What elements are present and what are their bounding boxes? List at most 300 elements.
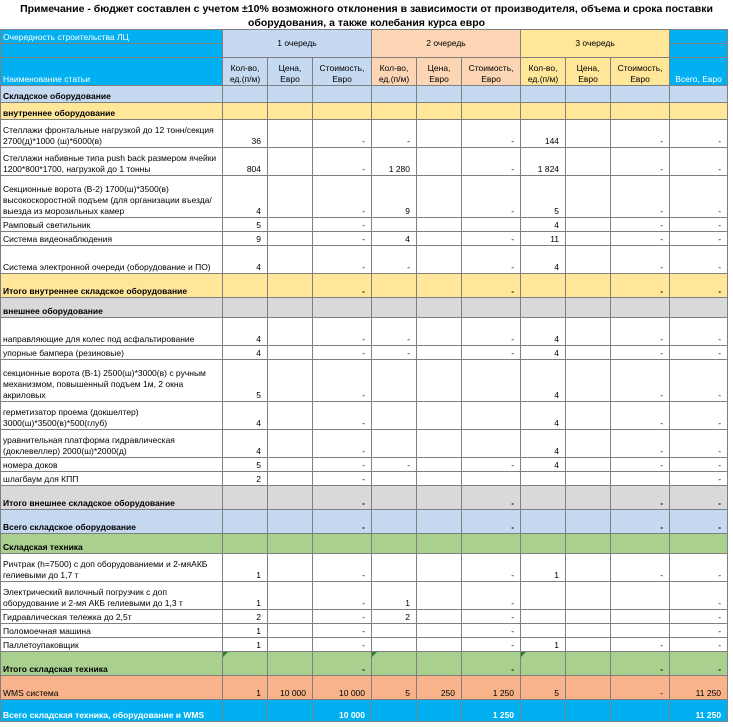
row-cell: 2 <box>223 472 268 486</box>
row-cell: 9 <box>372 176 417 218</box>
row-cell <box>417 554 462 582</box>
row-cell <box>417 360 462 402</box>
row-cell <box>268 458 313 472</box>
row-cell: - <box>462 510 521 534</box>
row-cell <box>268 402 313 430</box>
row-cell: 4 <box>521 246 566 274</box>
row-cell <box>566 534 611 554</box>
table-row <box>1 554 728 582</box>
row-cell: - <box>313 176 372 218</box>
row-cell <box>417 510 462 534</box>
name-header: Наименование статьи <box>1 58 223 86</box>
row-cell: - <box>313 638 372 652</box>
row-cell <box>223 534 268 554</box>
row-cell: 5 <box>223 458 268 472</box>
row-cell: - <box>313 624 372 638</box>
row-cell <box>417 458 462 472</box>
row-cell: 1 <box>372 582 417 610</box>
row-cell: 1 250 <box>462 700 521 722</box>
row-cell <box>670 103 728 120</box>
row-label: Стеллажи набивные типа push back размером ячейки 1200*800*1700, нагрузкой до 1 тонны <box>1 148 223 176</box>
row-cell <box>417 246 462 274</box>
row-cell <box>566 486 611 510</box>
row-cell: 4 <box>372 232 417 246</box>
row-cell: - <box>313 120 372 148</box>
row-cell: 4 <box>223 176 268 218</box>
table-row <box>1 86 728 103</box>
row-cell: - <box>313 486 372 510</box>
row-label: секционные ворота (В-1) 2500(ш)*3000(в) с ручным механизмом, повышенный подъем 1м, 2 окна акриловых <box>1 360 223 402</box>
row-cell: - <box>670 510 728 534</box>
row-cell: 5 <box>372 676 417 700</box>
row-cell <box>566 148 611 176</box>
row-cell: - <box>313 472 372 486</box>
row-cell: - <box>670 472 728 486</box>
row-cell <box>521 700 566 722</box>
row-cell: 4 <box>223 430 268 458</box>
header-spacer <box>1 44 223 58</box>
row-cell <box>417 582 462 610</box>
row-cell <box>223 298 268 318</box>
row-cell <box>566 103 611 120</box>
row-cell: 1 <box>223 624 268 638</box>
row-cell: 804 <box>223 148 268 176</box>
row-label: уравнительная платформа гидравлическая (доклевеллер) 2000(ш)*2000(д) <box>1 430 223 458</box>
row-cell <box>268 510 313 534</box>
row-cell <box>372 510 417 534</box>
row-label: Итого внешнее складское оборудование <box>1 486 223 510</box>
table-row <box>1 103 728 120</box>
row-cell: 5 <box>521 176 566 218</box>
row-label: Складская техника <box>1 534 223 554</box>
row-cell <box>521 652 566 676</box>
row-cell: - <box>313 582 372 610</box>
table-row <box>1 120 728 148</box>
row-cell <box>268 346 313 360</box>
row-cell: - <box>670 430 728 458</box>
row-cell: 1 <box>223 638 268 652</box>
row-cell <box>372 218 417 232</box>
row-cell <box>521 610 566 624</box>
table-row <box>1 510 728 534</box>
row-cell: - <box>670 274 728 298</box>
row-cell: - <box>462 624 521 638</box>
row-cell: - <box>611 638 670 652</box>
row-cell: 4 <box>223 346 268 360</box>
row-cell <box>611 582 670 610</box>
row-cell: - <box>313 510 372 534</box>
table-row <box>1 176 728 218</box>
row-cell <box>223 652 268 676</box>
row-cell <box>566 652 611 676</box>
row-cell <box>566 246 611 274</box>
row-label: Система видеонаблюдения <box>1 232 223 246</box>
row-label: Ричтрак (h=7500) с доп оборудованиеми и 2-мяАКБ гелиевыми до 1,7 т <box>1 554 223 582</box>
table-row <box>1 486 728 510</box>
row-cell <box>417 472 462 486</box>
row-cell <box>268 486 313 510</box>
row-cell <box>566 610 611 624</box>
queue-3-header: 3 очередь <box>521 30 670 58</box>
row-cell <box>268 232 313 246</box>
row-cell: 4 <box>223 402 268 430</box>
row-cell: - <box>670 582 728 610</box>
row-cell <box>268 176 313 218</box>
row-cell: - <box>462 638 521 652</box>
row-cell <box>566 176 611 218</box>
row-cell: 9 <box>223 232 268 246</box>
row-cell: 1 <box>521 554 566 582</box>
row-cell <box>462 298 521 318</box>
row-cell: - <box>670 610 728 624</box>
row-cell <box>611 103 670 120</box>
row-cell: - <box>611 652 670 676</box>
row-cell <box>611 700 670 722</box>
row-cell <box>611 86 670 103</box>
row-cell <box>223 486 268 510</box>
row-cell <box>372 486 417 510</box>
row-label: герметизатор проема (докшелтер) 3000(ш)*3500(в)*500(глуб) <box>1 402 223 430</box>
row-cell: - <box>313 402 372 430</box>
row-cell: 1 280 <box>372 148 417 176</box>
table-row <box>1 582 728 610</box>
row-label: направляющие для колес под асфальтирование <box>1 318 223 346</box>
row-label: Всего складская техника, оборудование и WMS <box>1 700 223 722</box>
row-cell <box>268 700 313 722</box>
row-cell <box>462 534 521 554</box>
row-cell <box>566 232 611 246</box>
row-cell: - <box>462 554 521 582</box>
row-cell: - <box>670 360 728 402</box>
row-cell <box>268 610 313 624</box>
row-cell <box>268 274 313 298</box>
row-cell <box>223 510 268 534</box>
row-cell: 2 <box>223 610 268 624</box>
row-cell: - <box>313 360 372 402</box>
row-cell: 4 <box>521 430 566 458</box>
row-cell: 5 <box>223 360 268 402</box>
row-cell <box>521 534 566 554</box>
queue-2-header: 2 очередь <box>372 30 521 58</box>
row-cell <box>372 274 417 298</box>
row-cell <box>372 402 417 430</box>
table-row <box>1 246 728 274</box>
row-cell: - <box>611 148 670 176</box>
row-cell <box>268 534 313 554</box>
row-cell: - <box>611 458 670 472</box>
row-cell: 1 <box>521 638 566 652</box>
row-label: номера доков <box>1 458 223 472</box>
row-cell <box>417 148 462 176</box>
row-label: упорные бампера (резиновые) <box>1 346 223 360</box>
row-cell <box>417 298 462 318</box>
row-cell: - <box>670 458 728 472</box>
row-cell: 250 <box>417 676 462 700</box>
row-cell: - <box>372 458 417 472</box>
row-cell: - <box>313 218 372 232</box>
row-cell: - <box>462 232 521 246</box>
row-cell: - <box>670 624 728 638</box>
table-row <box>1 700 728 722</box>
row-cell: - <box>462 346 521 360</box>
row-cell <box>566 582 611 610</box>
row-cell: - <box>313 232 372 246</box>
row-cell: - <box>462 652 521 676</box>
row-cell: - <box>611 274 670 298</box>
row-cell <box>566 554 611 582</box>
row-cell <box>268 246 313 274</box>
row-cell <box>462 402 521 430</box>
row-cell <box>372 103 417 120</box>
queue-1-header: 1 очередь <box>223 30 372 58</box>
table-row <box>1 534 728 554</box>
row-cell: - <box>670 638 728 652</box>
row-cell <box>670 298 728 318</box>
row-cell <box>566 298 611 318</box>
row-cell <box>372 298 417 318</box>
row-cell <box>611 534 670 554</box>
row-label: внутреннее оборудование <box>1 103 223 120</box>
table-row <box>1 346 728 360</box>
total-header-mid <box>670 44 728 58</box>
table-row <box>1 472 728 486</box>
row-cell <box>372 534 417 554</box>
row-cell: - <box>670 120 728 148</box>
row-cell: - <box>611 554 670 582</box>
row-cell <box>417 232 462 246</box>
row-cell <box>313 103 372 120</box>
row-cell <box>417 103 462 120</box>
row-label: Всего складское оборудование <box>1 510 223 534</box>
row-cell: - <box>462 486 521 510</box>
row-cell <box>566 360 611 402</box>
row-cell <box>670 86 728 103</box>
row-cell <box>611 624 670 638</box>
row-cell <box>462 430 521 458</box>
row-cell <box>417 218 462 232</box>
cost-header-2: Стоимость, Евро <box>462 58 521 86</box>
row-cell: 36 <box>223 120 268 148</box>
row-cell: - <box>372 318 417 346</box>
row-cell <box>372 652 417 676</box>
row-cell: 11 250 <box>670 700 728 722</box>
row-cell: - <box>611 246 670 274</box>
row-cell: - <box>611 346 670 360</box>
row-cell: - <box>670 148 728 176</box>
row-cell <box>462 86 521 103</box>
row-cell <box>268 430 313 458</box>
row-cell: - <box>313 274 372 298</box>
row-cell: - <box>313 318 372 346</box>
row-cell: - <box>670 346 728 360</box>
row-cell <box>566 638 611 652</box>
row-cell: - <box>611 676 670 700</box>
row-label: внешнее оборудование <box>1 298 223 318</box>
row-cell <box>521 298 566 318</box>
row-label: Складское оборудование <box>1 86 223 103</box>
row-cell: - <box>611 360 670 402</box>
row-cell <box>372 472 417 486</box>
row-cell <box>462 472 521 486</box>
row-cell <box>268 218 313 232</box>
row-cell <box>313 298 372 318</box>
row-cell: - <box>611 176 670 218</box>
row-cell <box>521 582 566 610</box>
row-cell <box>268 638 313 652</box>
row-cell: 1 824 <box>521 148 566 176</box>
row-cell <box>670 534 728 554</box>
row-cell: 4 <box>521 360 566 402</box>
row-cell <box>313 86 372 103</box>
row-label: Паллетоупаковщик <box>1 638 223 652</box>
row-cell: 4 <box>223 246 268 274</box>
row-cell: - <box>670 176 728 218</box>
row-cell <box>417 176 462 218</box>
table-row <box>1 360 728 402</box>
row-cell <box>566 318 611 346</box>
table-row <box>1 638 728 652</box>
row-cell <box>223 700 268 722</box>
row-cell <box>372 360 417 402</box>
row-cell: 1 <box>223 676 268 700</box>
row-cell: 4 <box>521 346 566 360</box>
row-cell: - <box>670 232 728 246</box>
row-cell <box>417 624 462 638</box>
table-row <box>1 430 728 458</box>
row-label: Электрический вилочный погрузчик с доп оборудование и 2-мя АКБ гелиевыми до 1,3 т <box>1 582 223 610</box>
row-cell: 1 <box>223 582 268 610</box>
row-cell <box>268 120 313 148</box>
row-cell <box>566 402 611 430</box>
row-cell: 4 <box>521 402 566 430</box>
row-label: Стеллажи фронтальные нагрузкой до 12 тонн/секция 2700(д)*1000 (ш)*6000(в) <box>1 120 223 148</box>
row-cell: - <box>462 274 521 298</box>
table-row <box>1 652 728 676</box>
table-row <box>1 676 728 700</box>
row-cell <box>566 120 611 148</box>
budget-note: Примечание - бюджет составлен с учетом ±10% возможного отклонения в зависимости от производителя, объема и срока поставки оборудования, а также колебания курса евро <box>20 3 713 29</box>
row-cell: - <box>462 582 521 610</box>
row-cell: - <box>670 554 728 582</box>
row-cell: - <box>670 652 728 676</box>
table-row <box>1 402 728 430</box>
row-cell <box>417 346 462 360</box>
table-row <box>1 458 728 472</box>
row-cell <box>223 86 268 103</box>
row-cell <box>417 534 462 554</box>
row-cell <box>223 274 268 298</box>
row-cell: - <box>670 402 728 430</box>
row-label: Гидравлическая тележка до 2,5т <box>1 610 223 624</box>
row-cell: - <box>611 218 670 232</box>
row-label: Секционные ворота (В-2) 1700(ш)*3500(в) высокоскоростной подъем (для организации въезда/выезда из морозильных камер <box>1 176 223 218</box>
row-cell <box>372 86 417 103</box>
table-row <box>1 610 728 624</box>
row-cell <box>566 676 611 700</box>
row-cell <box>417 318 462 346</box>
row-cell <box>313 534 372 554</box>
row-cell <box>566 274 611 298</box>
row-cell <box>417 430 462 458</box>
price-header-2: Цена, Евро <box>417 58 462 86</box>
row-cell: - <box>313 430 372 458</box>
row-cell <box>417 486 462 510</box>
row-cell: 1 <box>223 554 268 582</box>
row-cell <box>566 86 611 103</box>
row-cell: - <box>611 232 670 246</box>
row-cell <box>372 700 417 722</box>
row-cell: - <box>611 402 670 430</box>
price-header-1: Цена, Евро <box>268 58 313 86</box>
row-cell <box>611 298 670 318</box>
row-cell <box>268 554 313 582</box>
row-cell: - <box>670 246 728 274</box>
row-cell <box>417 700 462 722</box>
row-cell: - <box>313 554 372 582</box>
row-cell: - <box>611 430 670 458</box>
row-cell: - <box>462 120 521 148</box>
total-header: Всего, Евро <box>670 58 728 86</box>
row-cell: 5 <box>521 676 566 700</box>
row-cell <box>566 430 611 458</box>
row-cell: - <box>313 652 372 676</box>
row-cell <box>521 624 566 638</box>
row-label: Итого внутреннее складское оборудование <box>1 274 223 298</box>
row-cell <box>417 274 462 298</box>
row-cell: - <box>670 486 728 510</box>
row-cell <box>566 700 611 722</box>
row-cell <box>611 472 670 486</box>
row-cell <box>462 103 521 120</box>
row-cell <box>268 472 313 486</box>
row-cell <box>566 510 611 534</box>
row-cell: - <box>313 346 372 360</box>
row-cell <box>417 120 462 148</box>
row-cell <box>268 318 313 346</box>
row-cell <box>566 458 611 472</box>
row-cell: - <box>462 148 521 176</box>
row-cell <box>268 652 313 676</box>
row-cell <box>417 86 462 103</box>
row-cell: - <box>462 458 521 472</box>
row-cell <box>372 638 417 652</box>
row-cell <box>521 472 566 486</box>
row-cell <box>268 360 313 402</box>
qty-header-3: Кол-во, ед.(п/м) <box>521 58 566 86</box>
row-label: Рамповый светильник <box>1 218 223 232</box>
row-cell: - <box>372 346 417 360</box>
row-cell <box>372 430 417 458</box>
budget-table <box>0 29 728 722</box>
row-cell <box>268 148 313 176</box>
row-cell: 11 <box>521 232 566 246</box>
row-label: Система электронной очереди (оборудование и ПО) <box>1 246 223 274</box>
row-cell: - <box>670 218 728 232</box>
row-cell: - <box>462 176 521 218</box>
row-cell <box>268 298 313 318</box>
row-cell: - <box>462 246 521 274</box>
row-cell <box>566 346 611 360</box>
cost-header-1: Стоимость, Евро <box>313 58 372 86</box>
qty-header-2: Кол-во, ед.(п/м) <box>372 58 417 86</box>
row-cell: - <box>313 148 372 176</box>
table-row <box>1 624 728 638</box>
row-cell <box>566 218 611 232</box>
row-cell <box>223 103 268 120</box>
row-cell: 1 250 <box>462 676 521 700</box>
row-cell: 2 <box>372 610 417 624</box>
row-cell <box>521 486 566 510</box>
